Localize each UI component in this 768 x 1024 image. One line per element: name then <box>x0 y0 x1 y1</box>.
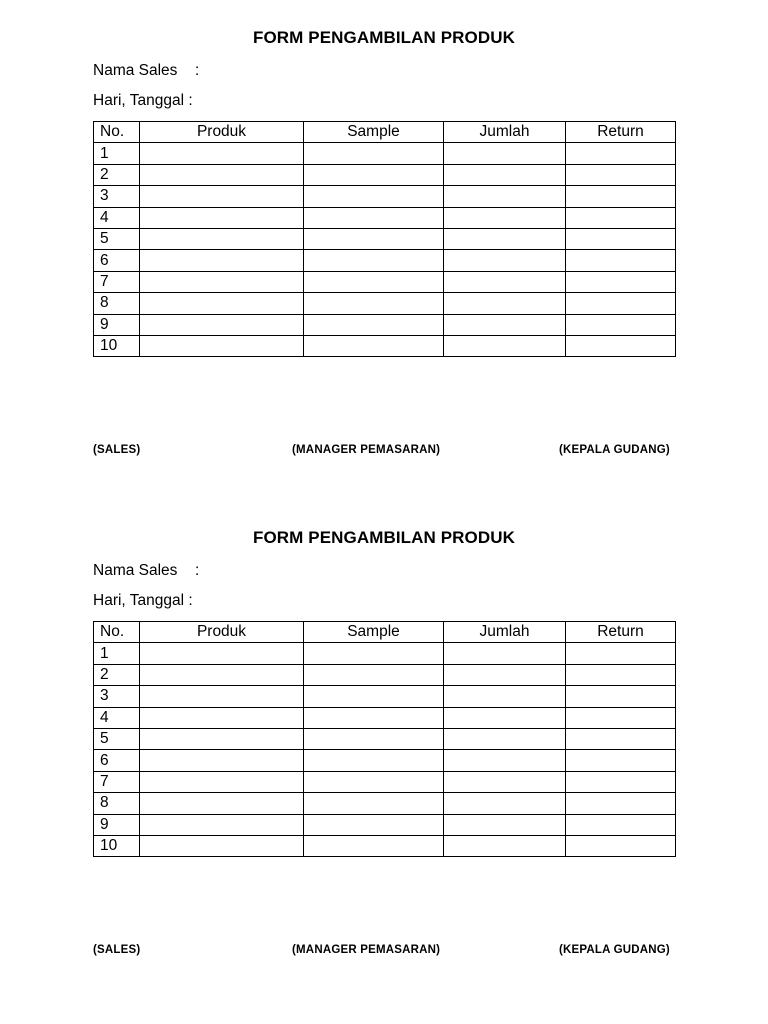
jumlah-cell[interactable] <box>444 335 566 356</box>
product-table <box>93 121 676 357</box>
table-row <box>94 750 676 771</box>
row-number: 7 <box>94 271 140 292</box>
header-produk: Produk <box>140 622 304 643</box>
produk-cell[interactable] <box>140 664 304 685</box>
produk-cell[interactable] <box>140 835 304 856</box>
jumlah-cell[interactable] <box>444 814 566 835</box>
return-cell[interactable] <box>566 314 676 335</box>
signature-warehouse-head: (KEPALA GUDANG) <box>559 444 670 456</box>
produk-cell[interactable] <box>140 771 304 792</box>
jumlah-cell[interactable] <box>444 664 566 685</box>
produk-cell[interactable] <box>140 728 304 749</box>
signature-warehouse-head: (KEPALA GUDANG) <box>559 944 670 956</box>
sample-cell[interactable] <box>304 707 444 728</box>
sales-name-colon: : <box>195 62 200 79</box>
sample-cell[interactable] <box>304 728 444 749</box>
produk-cell[interactable] <box>140 814 304 835</box>
row-number: 6 <box>94 750 140 771</box>
jumlah-cell[interactable] <box>444 728 566 749</box>
date-label: Hari, Tanggal <box>93 92 185 109</box>
sample-cell[interactable] <box>304 814 444 835</box>
table-row <box>94 143 676 164</box>
row-number: 7 <box>94 771 140 792</box>
table-row <box>94 771 676 792</box>
signature-marketing-manager: (MANAGER PEMASARAN) <box>292 944 441 956</box>
date-field <box>93 92 193 110</box>
return-cell[interactable] <box>566 814 676 835</box>
jumlah-cell[interactable] <box>444 771 566 792</box>
sample-cell[interactable] <box>304 228 444 249</box>
jumlah-cell[interactable] <box>444 707 566 728</box>
table-row <box>94 293 676 314</box>
row-number: 3 <box>94 686 140 707</box>
produk-cell[interactable] <box>140 271 304 292</box>
row-number: 4 <box>94 707 140 728</box>
return-cell[interactable] <box>566 686 676 707</box>
row-number: 9 <box>94 314 140 335</box>
row-number: 8 <box>94 793 140 814</box>
sample-cell[interactable] <box>304 793 444 814</box>
jumlah-cell[interactable] <box>444 143 566 164</box>
header-jumlah: Jumlah <box>444 122 566 143</box>
table-row <box>94 793 676 814</box>
produk-cell[interactable] <box>140 335 304 356</box>
produk-cell[interactable] <box>140 707 304 728</box>
sample-cell[interactable] <box>304 143 444 164</box>
date-field <box>93 592 193 610</box>
row-number: 9 <box>94 814 140 835</box>
table-row <box>94 207 676 228</box>
table-header-row <box>94 122 676 143</box>
return-cell[interactable] <box>566 750 676 771</box>
produk-cell[interactable] <box>140 314 304 335</box>
sales-name-colon: : <box>195 562 200 579</box>
return-cell[interactable] <box>566 164 676 185</box>
product-pickup-form <box>0 0 768 500</box>
produk-cell[interactable] <box>140 250 304 271</box>
row-number: 1 <box>94 643 140 664</box>
return-cell[interactable] <box>566 228 676 249</box>
header-sample: Sample <box>304 622 444 643</box>
sample-cell[interactable] <box>304 335 444 356</box>
header-jumlah: Jumlah <box>444 622 566 643</box>
sample-cell[interactable] <box>304 186 444 207</box>
return-cell[interactable] <box>566 707 676 728</box>
sample-cell[interactable] <box>304 686 444 707</box>
return-cell[interactable] <box>566 143 676 164</box>
sample-cell[interactable] <box>304 771 444 792</box>
sample-cell[interactable] <box>304 314 444 335</box>
produk-cell[interactable] <box>140 207 304 228</box>
sample-cell[interactable] <box>304 250 444 271</box>
row-number: 4 <box>94 207 140 228</box>
return-cell[interactable] <box>566 728 676 749</box>
jumlah-cell[interactable] <box>444 835 566 856</box>
row-number: 6 <box>94 250 140 271</box>
sample-cell[interactable] <box>304 643 444 664</box>
sales-name-label: Nama Sales <box>93 562 178 579</box>
product-table <box>93 621 676 857</box>
produk-cell[interactable] <box>140 793 304 814</box>
date-colon: : <box>188 592 193 609</box>
header-sample: Sample <box>304 122 444 143</box>
produk-cell[interactable] <box>140 750 304 771</box>
table-row <box>94 664 676 685</box>
date-label: Hari, Tanggal <box>93 592 185 609</box>
return-cell[interactable] <box>566 835 676 856</box>
form-title: FORM PENGAMBILAN PRODUK <box>252 28 515 47</box>
table-row <box>94 314 676 335</box>
sample-cell[interactable] <box>304 835 444 856</box>
table-row <box>94 728 676 749</box>
header-produk: Produk <box>140 122 304 143</box>
return-cell[interactable] <box>566 771 676 792</box>
produk-cell[interactable] <box>140 164 304 185</box>
return-cell[interactable] <box>566 271 676 292</box>
jumlah-cell[interactable] <box>444 186 566 207</box>
jumlah-cell[interactable] <box>444 314 566 335</box>
row-number: 1 <box>94 143 140 164</box>
sample-cell[interactable] <box>304 207 444 228</box>
jumlah-cell[interactable] <box>444 164 566 185</box>
produk-cell[interactable] <box>140 186 304 207</box>
return-cell[interactable] <box>566 186 676 207</box>
return-cell[interactable] <box>566 250 676 271</box>
product-pickup-form <box>0 500 768 1000</box>
row-number: 5 <box>94 228 140 249</box>
sample-cell[interactable] <box>304 664 444 685</box>
row-number: 3 <box>94 186 140 207</box>
row-number: 8 <box>94 293 140 314</box>
signature-sales: (SALES) <box>93 444 141 456</box>
row-number: 5 <box>94 728 140 749</box>
table-row <box>94 164 676 185</box>
produk-cell[interactable] <box>140 686 304 707</box>
row-number: 10 <box>94 835 140 856</box>
header-no: No. <box>94 622 140 643</box>
produk-cell[interactable] <box>140 228 304 249</box>
jumlah-cell[interactable] <box>444 250 566 271</box>
header-return: Return <box>566 122 676 143</box>
sample-cell[interactable] <box>304 750 444 771</box>
sample-cell[interactable] <box>304 271 444 292</box>
table-row <box>94 271 676 292</box>
table-row <box>94 643 676 664</box>
row-number: 2 <box>94 164 140 185</box>
table-header-row <box>94 622 676 643</box>
sales-name-field <box>93 62 199 80</box>
table-row <box>94 707 676 728</box>
row-number: 2 <box>94 664 140 685</box>
signature-marketing-manager: (MANAGER PEMASARAN) <box>292 444 441 456</box>
jumlah-cell[interactable] <box>444 207 566 228</box>
produk-cell[interactable] <box>140 143 304 164</box>
table-row <box>94 814 676 835</box>
table-row <box>94 228 676 249</box>
produk-cell[interactable] <box>140 643 304 664</box>
return-cell[interactable] <box>566 293 676 314</box>
header-return: Return <box>566 622 676 643</box>
return-cell[interactable] <box>566 664 676 685</box>
jumlah-cell[interactable] <box>444 750 566 771</box>
sales-name-field <box>93 562 199 580</box>
return-cell[interactable] <box>566 207 676 228</box>
sales-name-label: Nama Sales <box>93 62 178 79</box>
jumlah-cell[interactable] <box>444 643 566 664</box>
sample-cell[interactable] <box>304 293 444 314</box>
table-row <box>94 835 676 856</box>
return-cell[interactable] <box>566 643 676 664</box>
jumlah-cell[interactable] <box>444 293 566 314</box>
sample-cell[interactable] <box>304 164 444 185</box>
table-row <box>94 186 676 207</box>
jumlah-cell[interactable] <box>444 228 566 249</box>
row-number: 10 <box>94 335 140 356</box>
return-cell[interactable] <box>566 793 676 814</box>
table-row <box>94 250 676 271</box>
jumlah-cell[interactable] <box>444 793 566 814</box>
form-title: FORM PENGAMBILAN PRODUK <box>252 528 515 547</box>
date-colon: : <box>188 92 193 109</box>
header-no: No. <box>94 122 140 143</box>
jumlah-cell[interactable] <box>444 271 566 292</box>
table-row <box>94 335 676 356</box>
signature-sales: (SALES) <box>93 944 141 956</box>
jumlah-cell[interactable] <box>444 686 566 707</box>
produk-cell[interactable] <box>140 293 304 314</box>
table-row <box>94 686 676 707</box>
return-cell[interactable] <box>566 335 676 356</box>
